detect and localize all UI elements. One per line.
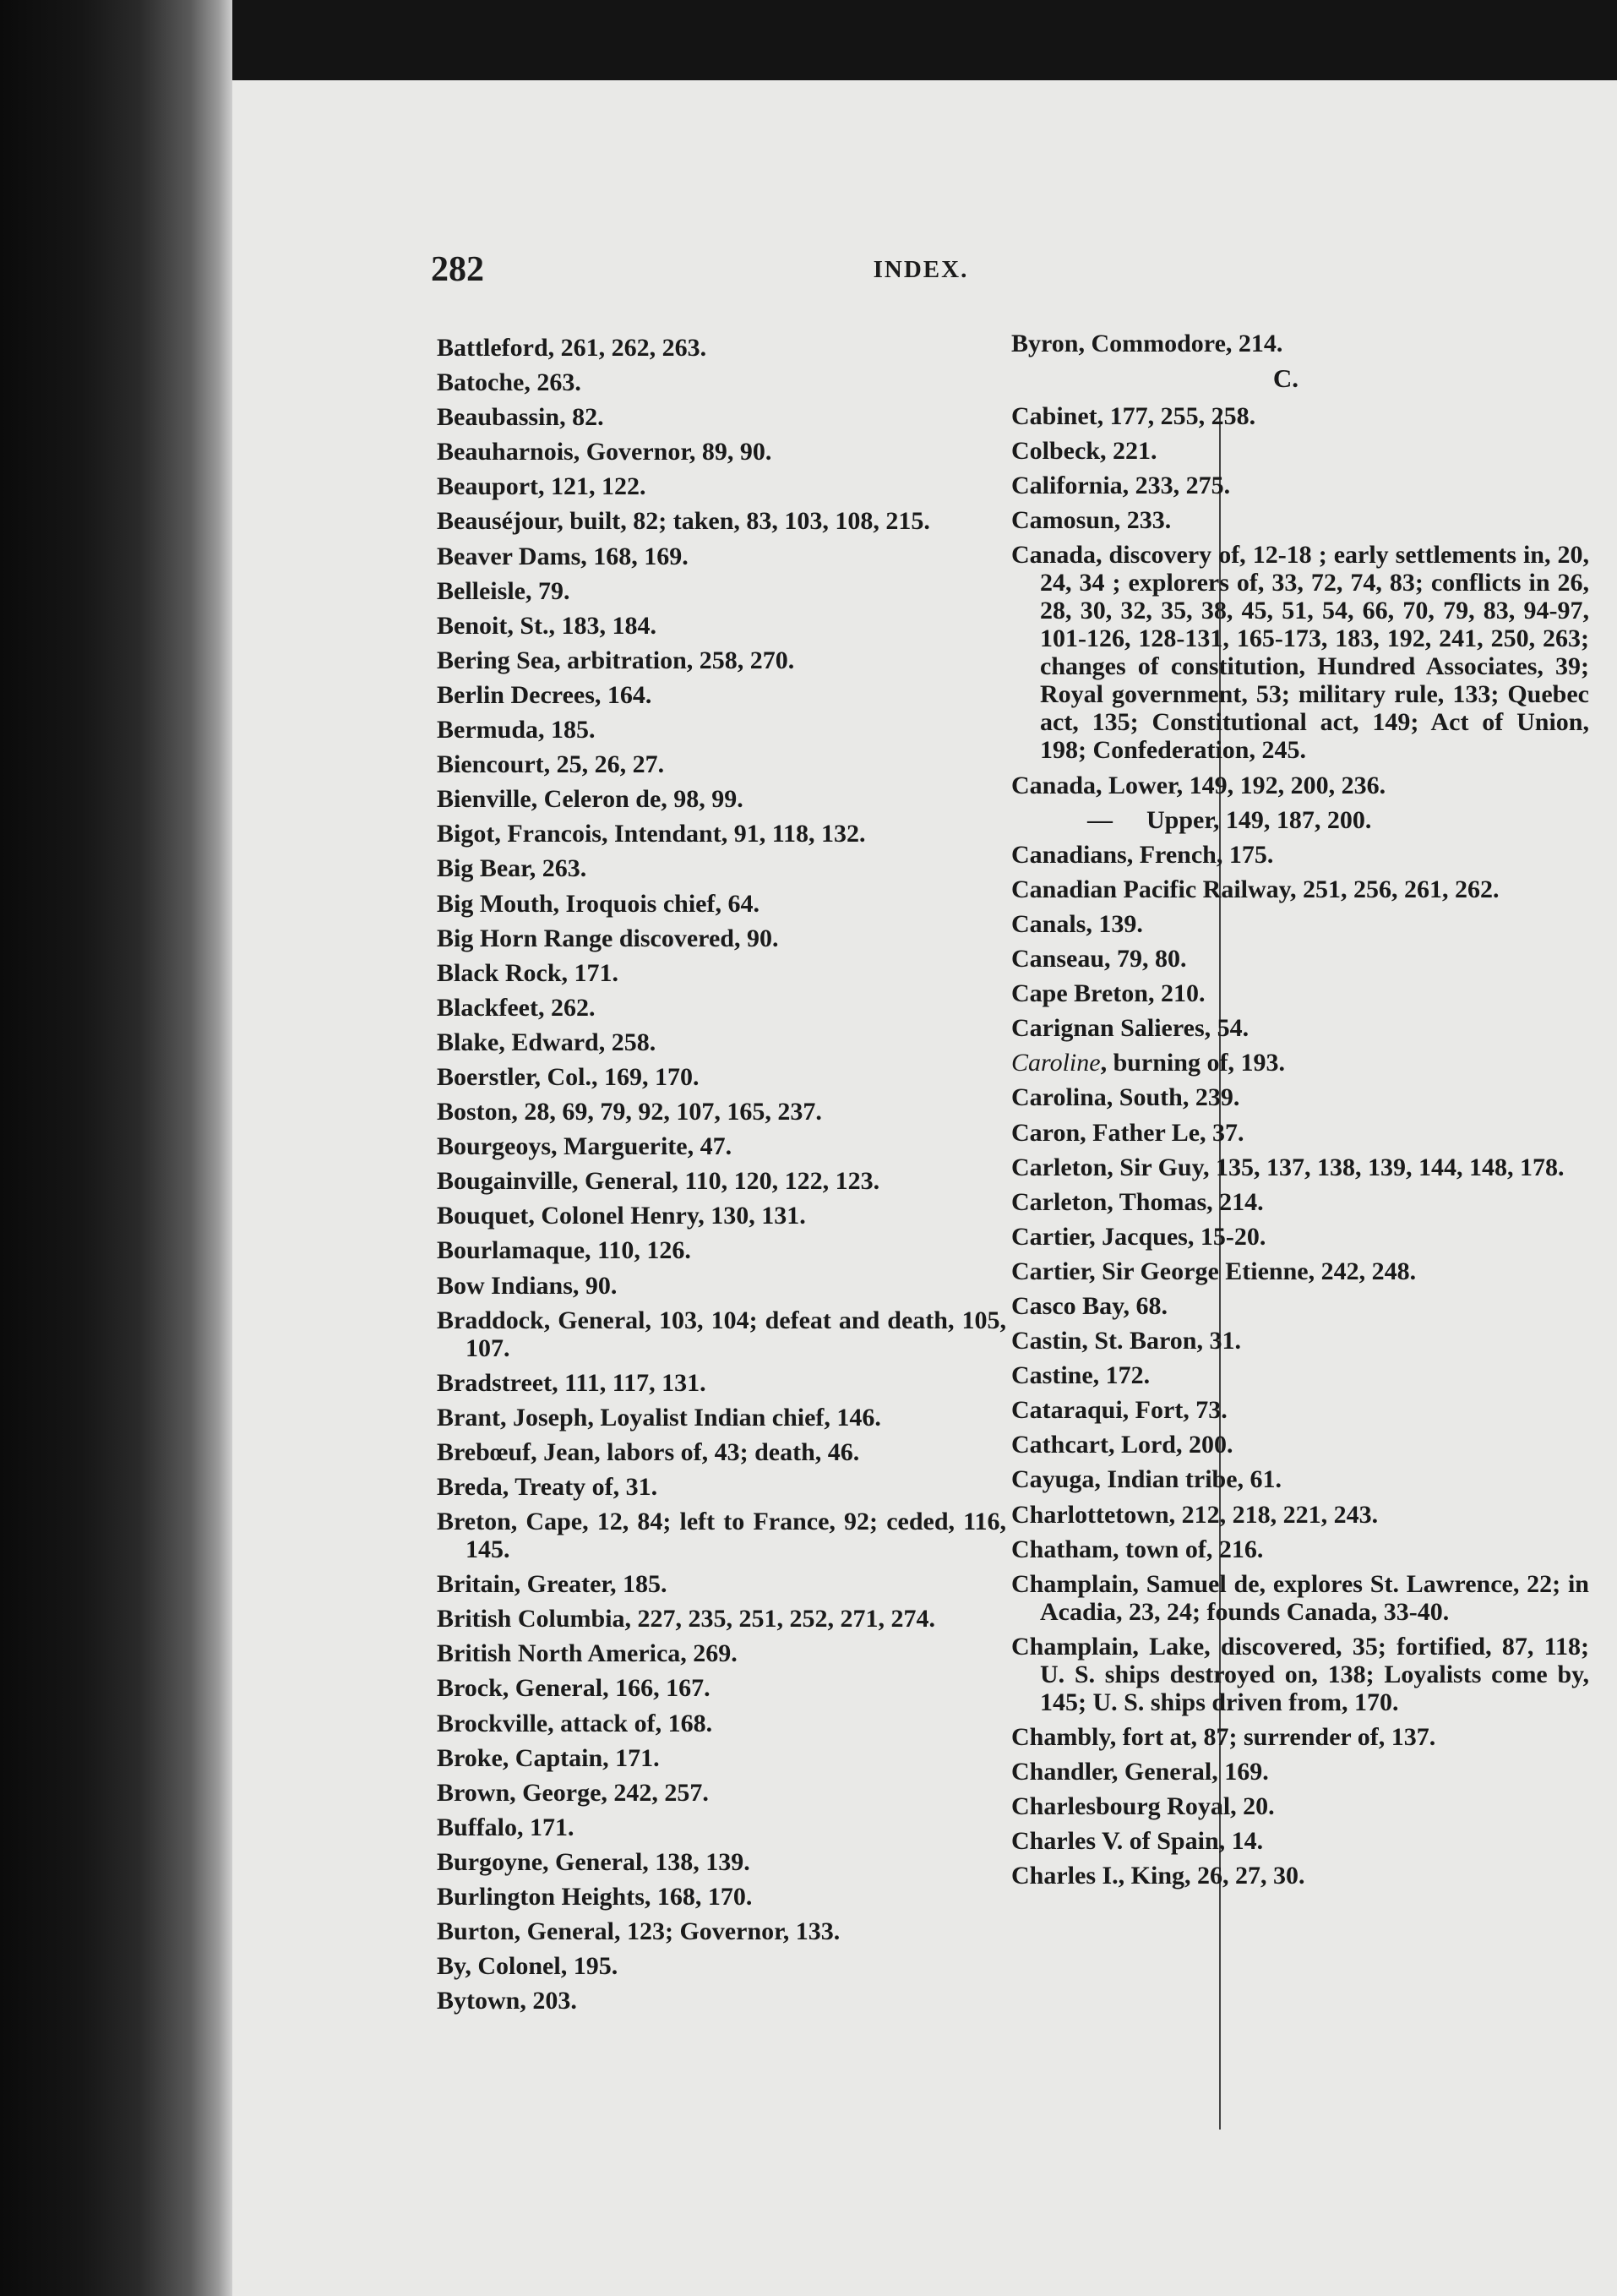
index-entry: Burton, General, 123; Governor, 133. <box>437 1917 841 1946</box>
index-entry: Bougainville, General, 110, 120, 122, 123. <box>437 1167 880 1196</box>
index-entry: Burgoyne, General, 138, 139. <box>437 1847 750 1876</box>
index-entry: Battleford, 261, 262, 263. <box>437 334 707 362</box>
index-entry: Castine, 172. <box>1011 1361 1151 1390</box>
index-entry: Bourlamaque, 110, 126. <box>437 1236 691 1265</box>
index-entry: Carleton, Thomas, 214. <box>1011 1187 1264 1216</box>
index-entry: Bradstreet, 111, 117, 131. <box>437 1368 706 1397</box>
index-entry: Brown, George, 242, 257. <box>437 1778 709 1807</box>
page-header <box>431 249 1411 300</box>
index-entry: Byron, Commodore, 214. <box>1011 330 1283 357</box>
index-entry: Bering Sea, arbitration, 258, 270. <box>437 646 795 674</box>
index-entry: Camosun, 233. <box>1011 506 1172 535</box>
index-entry: Beaubassin, 82. <box>437 403 604 432</box>
index-entry: Caron, Father Le, 37. <box>1011 1118 1244 1147</box>
index-entry: Carleton, Sir Guy, 135, 137, 138, 139, 144, 148, 178. <box>1011 1153 1565 1181</box>
index-entry: Brebœuf, Jean, labors of, 43; death, 46. <box>437 1437 860 1466</box>
index-entry: Bytown, 203. <box>437 1987 577 2015</box>
index-entry: Beauharnois, Governor, 89, 90. <box>437 438 772 466</box>
index-entry: Charlottetown, 212, 218, 221, 243. <box>1011 1500 1379 1529</box>
index-entry: Brockville, attack of, 168. <box>437 1709 713 1737</box>
index-entry: Cabinet, 177, 255, 258. <box>1011 402 1256 431</box>
index-entry: Colbeck, 221. <box>1011 437 1157 466</box>
index-entry: Blackfeet, 262. <box>437 993 596 1022</box>
index-entry: Breda, Treaty of, 31. <box>437 1473 658 1501</box>
index-entry: British Columbia, 227, 235, 251, 252, 271, 274. <box>437 1605 936 1633</box>
index-entry: Big Bear, 263. <box>437 854 587 883</box>
index-entry: Benoit, St., 183, 184. <box>437 611 657 640</box>
index-entry: Bouquet, Colonel Henry, 130, 131. <box>437 1202 806 1230</box>
index-entry: Bourgeoys, Marguerite, 47. <box>437 1132 732 1161</box>
index-entry: Belleisle, 79. <box>437 576 570 605</box>
index-entry: Carignan Salieres, 54. <box>1011 1014 1250 1043</box>
sub-entry-text: Upper, 149, 187, 200. <box>1146 805 1372 834</box>
index-entry: Cataraqui, Fort, 73. <box>1011 1396 1228 1425</box>
sub-entry-dash: — <box>1087 805 1113 834</box>
scan-dark-edge <box>0 0 232 2296</box>
index-entry: Blake, Edward, 258. <box>437 1028 656 1056</box>
index-entry: Cartier, Sir George Etienne, 242, 248. <box>1011 1257 1417 1285</box>
index-entry: Charles I., King, 26, 27, 30. <box>1011 1862 1305 1890</box>
index-entry: Cartier, Jacques, 15-20. <box>1011 1222 1266 1251</box>
index-column-right <box>1011 330 1617 1896</box>
index-entry: Chambly, fort at, 87; surrender of, 137. <box>1011 1722 1436 1751</box>
index-entry: Burlington Heights, 168, 170. <box>437 1883 753 1912</box>
index-entry: Beaver Dams, 168, 169. <box>437 542 689 570</box>
index-entry: Buffalo, 171. <box>437 1813 574 1841</box>
index-entry: Big Horn Range discovered, 90. <box>437 924 779 952</box>
index-entry: Cape Breton, 210. <box>1011 979 1206 1008</box>
page-number: 282 <box>431 250 484 289</box>
index-entry: Breton, Cape, 12, 84; left to France, 92; ceded, 116, 145. <box>437 1508 1006 1564</box>
index-entry: Charles V. of Spain, 14. <box>1011 1827 1264 1856</box>
index-entry: Broke, Captain, 171. <box>437 1743 660 1772</box>
index-entry: Black Rock, 171. <box>437 958 619 987</box>
index-entry: Berlin Decrees, 164. <box>437 680 652 709</box>
index-page <box>232 80 1617 2296</box>
index-entry-italic <box>1011 1049 1589 1077</box>
italic-entry-rest: , burning of, 193. <box>1100 1049 1285 1077</box>
index-entry: Canals, 139. <box>1011 909 1143 938</box>
index-entry: Britain, Greater, 185. <box>437 1570 667 1599</box>
index-sub-entry <box>1011 806 1617 834</box>
index-entry: Champlain, Samuel de, explores St. Lawrence, 22; in Acadia, 23, 24; founds Canada, 33-40. <box>1011 1569 1589 1626</box>
index-entry: Canadians, French, 175. <box>1011 840 1274 869</box>
index-entry: Braddock, General, 103, 104; defeat and death, 105, 107. <box>437 1306 1006 1362</box>
index-entry: Cathcart, Lord, 200. <box>1011 1431 1233 1459</box>
index-entry: California, 233, 275. <box>1011 472 1231 500</box>
index-entry: Batoche, 263. <box>437 368 581 397</box>
index-entry: Champlain, Lake, discovered, 35; fortified, 87, 118; U. S. ships destroyed on, 138; Loyalists come by, 145; U. S. ships driven from, 170. <box>1011 1632 1589 1716</box>
index-entry: Canseau, 79, 80. <box>1011 945 1187 973</box>
index-entry: Boston, 28, 69, 79, 92, 107, 165, 237. <box>437 1098 822 1126</box>
index-entry: Canada, discovery of, 12-18 ; early settlements in, 20, 24, 34 ; explorers of, 33, 72, 74, 83; conflicts in 26, 28, 30, 32, 35, 38, 45, 51, 54, 66, 70, 79, 83, 94-97, 101-126, 128-131, 165-173, 183, 192, 241, 250, 263; changes of constitution, Hundred Associates, 39; Royal government, 53; military rule, 133; Quebec act, 135; Constitutional act, 149; Act of Union, 198; Confederation, 245. <box>1011 541 1589 765</box>
index-entry: Bow Indians, 90. <box>437 1271 618 1300</box>
index-entry: By, Colonel, 195. <box>437 1952 618 1981</box>
index-entry: Biencourt, 25, 26, 27. <box>437 750 665 779</box>
index-entry: Canada, Lower, 149, 192, 200, 236. <box>1011 771 1386 799</box>
index-entry: Chatham, town of, 216. <box>1011 1535 1264 1563</box>
index-entry: Big Mouth, Iroquois chief, 64. <box>437 889 760 918</box>
index-entry: Beauséjour, built, 82; taken, 83, 103, 108, 215. <box>437 507 930 536</box>
letter-heading-c: C. <box>1272 363 1299 394</box>
index-entry: Bermuda, 185. <box>437 716 596 744</box>
index-entry: Casco Bay, 68. <box>1011 1291 1168 1320</box>
italic-entry-name: Caroline <box>1011 1049 1101 1077</box>
running-title: INDEX. <box>873 256 969 283</box>
index-entry: Bigot, Francois, Intendant, 91, 118, 132. <box>437 820 866 848</box>
index-entry: Chandler, General, 169. <box>1011 1758 1269 1786</box>
index-entry: Brock, General, 166, 167. <box>437 1674 710 1703</box>
index-entry: British North America, 269. <box>437 1639 738 1668</box>
index-entry: Beauport, 121, 122. <box>437 472 646 501</box>
index-entry: Canadian Pacific Railway, 251, 256, 261, 262. <box>1011 875 1500 903</box>
index-entry: Charlesbourg Royal, 20. <box>1011 1792 1275 1821</box>
index-entry: Castin, St. Baron, 31. <box>1011 1327 1241 1355</box>
index-entry: Bienville, Celeron de, 98, 99. <box>437 785 743 814</box>
index-entry: Carolina, South, 239. <box>1011 1083 1240 1112</box>
index-entry: Brant, Joseph, Loyalist Indian chief, 146. <box>437 1403 881 1432</box>
index-entry: Boerstler, Col., 169, 170. <box>437 1062 700 1091</box>
index-entry: Cayuga, Indian tribe, 61. <box>1011 1465 1282 1494</box>
